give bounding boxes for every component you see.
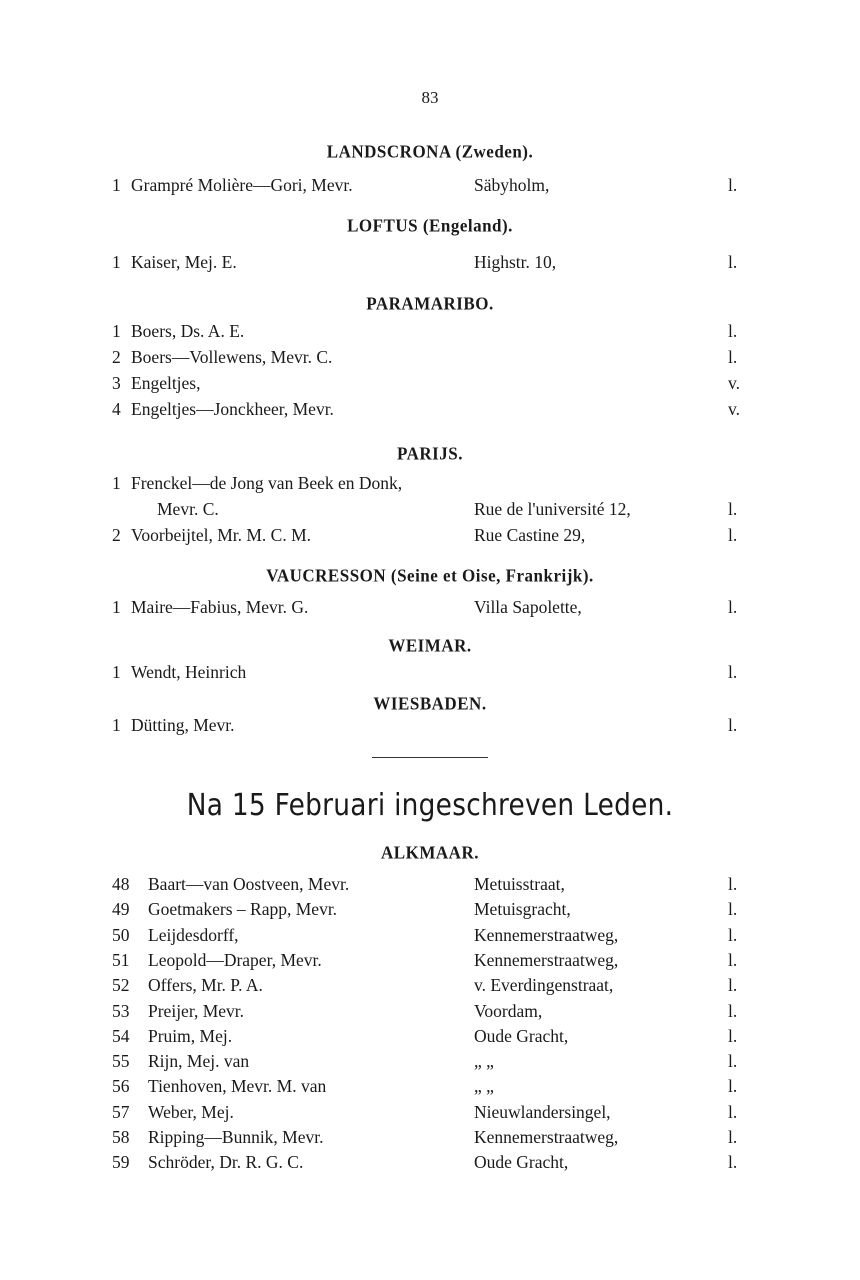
entry-address: Säbyholm, xyxy=(474,175,550,195)
entry-name: Ripping—Bunnik, Mevr. xyxy=(148,1127,324,1147)
entry-number: 1 xyxy=(112,175,121,195)
entry-mark: l. xyxy=(728,1101,738,1122)
entry-number: 53 xyxy=(112,1000,130,1021)
entry-mark: l. xyxy=(728,1076,738,1097)
entry-mark: l. xyxy=(728,347,738,367)
entry-name: Preijer, Mevr. xyxy=(148,1000,245,1021)
entry-number: 4 xyxy=(112,399,121,419)
entry-name: Schröder, Dr. R. G. C. xyxy=(148,1152,304,1173)
entry-number: 57 xyxy=(112,1101,130,1122)
entry-name: Leopold—Draper, Mevr. xyxy=(148,949,322,970)
section-heading-landscrona: LANDSCRONA (Zweden). xyxy=(326,141,534,162)
entry-name: Boers—Vollewens, Mevr. C. xyxy=(131,347,333,367)
entry-address: Kennemerstraatweg, xyxy=(474,1127,619,1147)
entry-number: 49 xyxy=(112,899,130,920)
new-members-title: Na 15 Februari ingeschreven Leden. xyxy=(186,788,674,823)
entry-mark: l. xyxy=(728,1025,738,1046)
entry-number: 1 xyxy=(112,473,121,493)
page-number: 83 xyxy=(421,88,439,107)
entry-address: Kennemerstraatweg, xyxy=(474,924,619,945)
entry-name: Weber, Mej. xyxy=(148,1101,234,1122)
entry-address: v. Everdingenstraat, xyxy=(474,975,614,996)
entry-name: Goetmakers – Rapp, Mevr. xyxy=(148,899,338,920)
entry-name: Engeltjes—Jonckheer, Mevr. xyxy=(131,399,334,419)
entry-number: 2 xyxy=(112,347,121,367)
section-heading-alkmaar: ALKMAAR. xyxy=(381,842,479,863)
entry-number: 58 xyxy=(112,1127,130,1147)
entry-mark: v. xyxy=(728,399,740,419)
entry-number: 48 xyxy=(112,874,130,894)
entry-mark: l. xyxy=(728,499,738,519)
entry-number: 59 xyxy=(112,1152,130,1173)
section-divider xyxy=(372,757,488,758)
entry-address: Highstr. 10, xyxy=(474,252,557,272)
entry-name: Grampré Molière—Gori, Mevr. xyxy=(131,175,353,195)
entry-name: Leijdesdorff, xyxy=(148,924,239,945)
entry-name: Boers, Ds. A. E. xyxy=(131,321,245,341)
entry-mark: l. xyxy=(728,1051,738,1072)
entry-mark: l. xyxy=(728,1000,738,1021)
entry-mark: l. xyxy=(728,1127,738,1147)
entry-mark: l. xyxy=(728,924,738,945)
entry-name: Tienhoven, Mevr. M. van xyxy=(148,1076,327,1097)
section-heading-paramaribo: PARAMARIBO. xyxy=(366,293,494,314)
entry-address: Voordam, xyxy=(474,1000,543,1021)
entry-address: Oude Gracht, xyxy=(474,1152,569,1173)
entry-number: 1 xyxy=(112,252,121,272)
entry-mark: l. xyxy=(728,597,738,617)
entry-number: 3 xyxy=(112,373,121,393)
entry-address: Metuisgracht, xyxy=(474,899,571,920)
entry-number: 55 xyxy=(112,1051,130,1072)
entry-name: Kaiser, Mej. E. xyxy=(131,252,237,272)
section-heading-weimar: WEIMAR. xyxy=(388,635,472,656)
entry-mark: l. xyxy=(728,899,738,920)
entry-name: Voorbeijtel, Mr. M. C. M. xyxy=(131,525,312,545)
entry-name: Rijn, Mej. van xyxy=(148,1051,250,1072)
entry-address: „ „ xyxy=(474,1051,494,1072)
entry-number: 51 xyxy=(112,949,130,970)
entry-number: 50 xyxy=(112,924,130,945)
entry-name-continuation: Mevr. C. xyxy=(157,499,219,519)
entry-mark: l. xyxy=(728,874,738,894)
entry-address: Villa Sapolette, xyxy=(474,597,582,617)
entry-name: Dütting, Mevr. xyxy=(131,715,235,735)
entry-mark: v. xyxy=(728,373,740,393)
entry-mark: l. xyxy=(728,252,738,272)
entry-number: 1 xyxy=(112,597,121,617)
entry-mark: l. xyxy=(728,662,738,682)
entry-number: 1 xyxy=(112,662,121,682)
entry-name: Pruim, Mej. xyxy=(148,1025,233,1046)
entry-number: 54 xyxy=(112,1025,130,1046)
entry-number: 1 xyxy=(112,321,121,341)
entry-mark: l. xyxy=(728,321,738,341)
entry-name: Engeltjes, xyxy=(131,373,201,393)
entry-address: Oude Gracht, xyxy=(474,1025,569,1046)
entry-name: Baart—van Oostveen, Mevr. xyxy=(148,874,350,894)
section-heading-parijs: PARIJS. xyxy=(397,443,463,464)
entry-address: Metuisstraat, xyxy=(474,874,565,894)
entry-address: Nieuwlandersingel, xyxy=(474,1101,611,1122)
entry-name: Maire—Fabius, Mevr. G. xyxy=(131,597,309,617)
entry-address: Rue Castine 29, xyxy=(474,525,586,545)
entry-mark: l. xyxy=(728,949,738,970)
entry-number: 1 xyxy=(112,715,121,735)
entry-mark: l. xyxy=(728,715,738,735)
entry-mark: l. xyxy=(728,975,738,996)
section-heading-loftus: LOFTUS (Engeland). xyxy=(347,215,513,236)
entry-address: „ „ xyxy=(474,1076,494,1097)
section-heading-wiesbaden: WIESBADEN. xyxy=(373,693,487,714)
entry-address: Rue de l'université 12, xyxy=(474,499,631,519)
entry-number: 56 xyxy=(112,1076,130,1097)
entry-mark: l. xyxy=(728,525,738,545)
entry-name: Frenckel—de Jong van Beek en Donk, xyxy=(131,473,403,493)
entry-mark: l. xyxy=(728,175,738,195)
entry-number: 52 xyxy=(112,975,130,996)
entry-address: Kennemerstraatweg, xyxy=(474,949,619,970)
entry-mark: l. xyxy=(728,1152,738,1173)
entry-name: Offers, Mr. P. A. xyxy=(148,975,263,996)
entry-name: Wendt, Heinrich xyxy=(131,662,247,682)
entry-number: 2 xyxy=(112,525,121,545)
section-heading-vaucresson: VAUCRESSON (Seine et Oise, Frankrijk). xyxy=(266,565,594,586)
